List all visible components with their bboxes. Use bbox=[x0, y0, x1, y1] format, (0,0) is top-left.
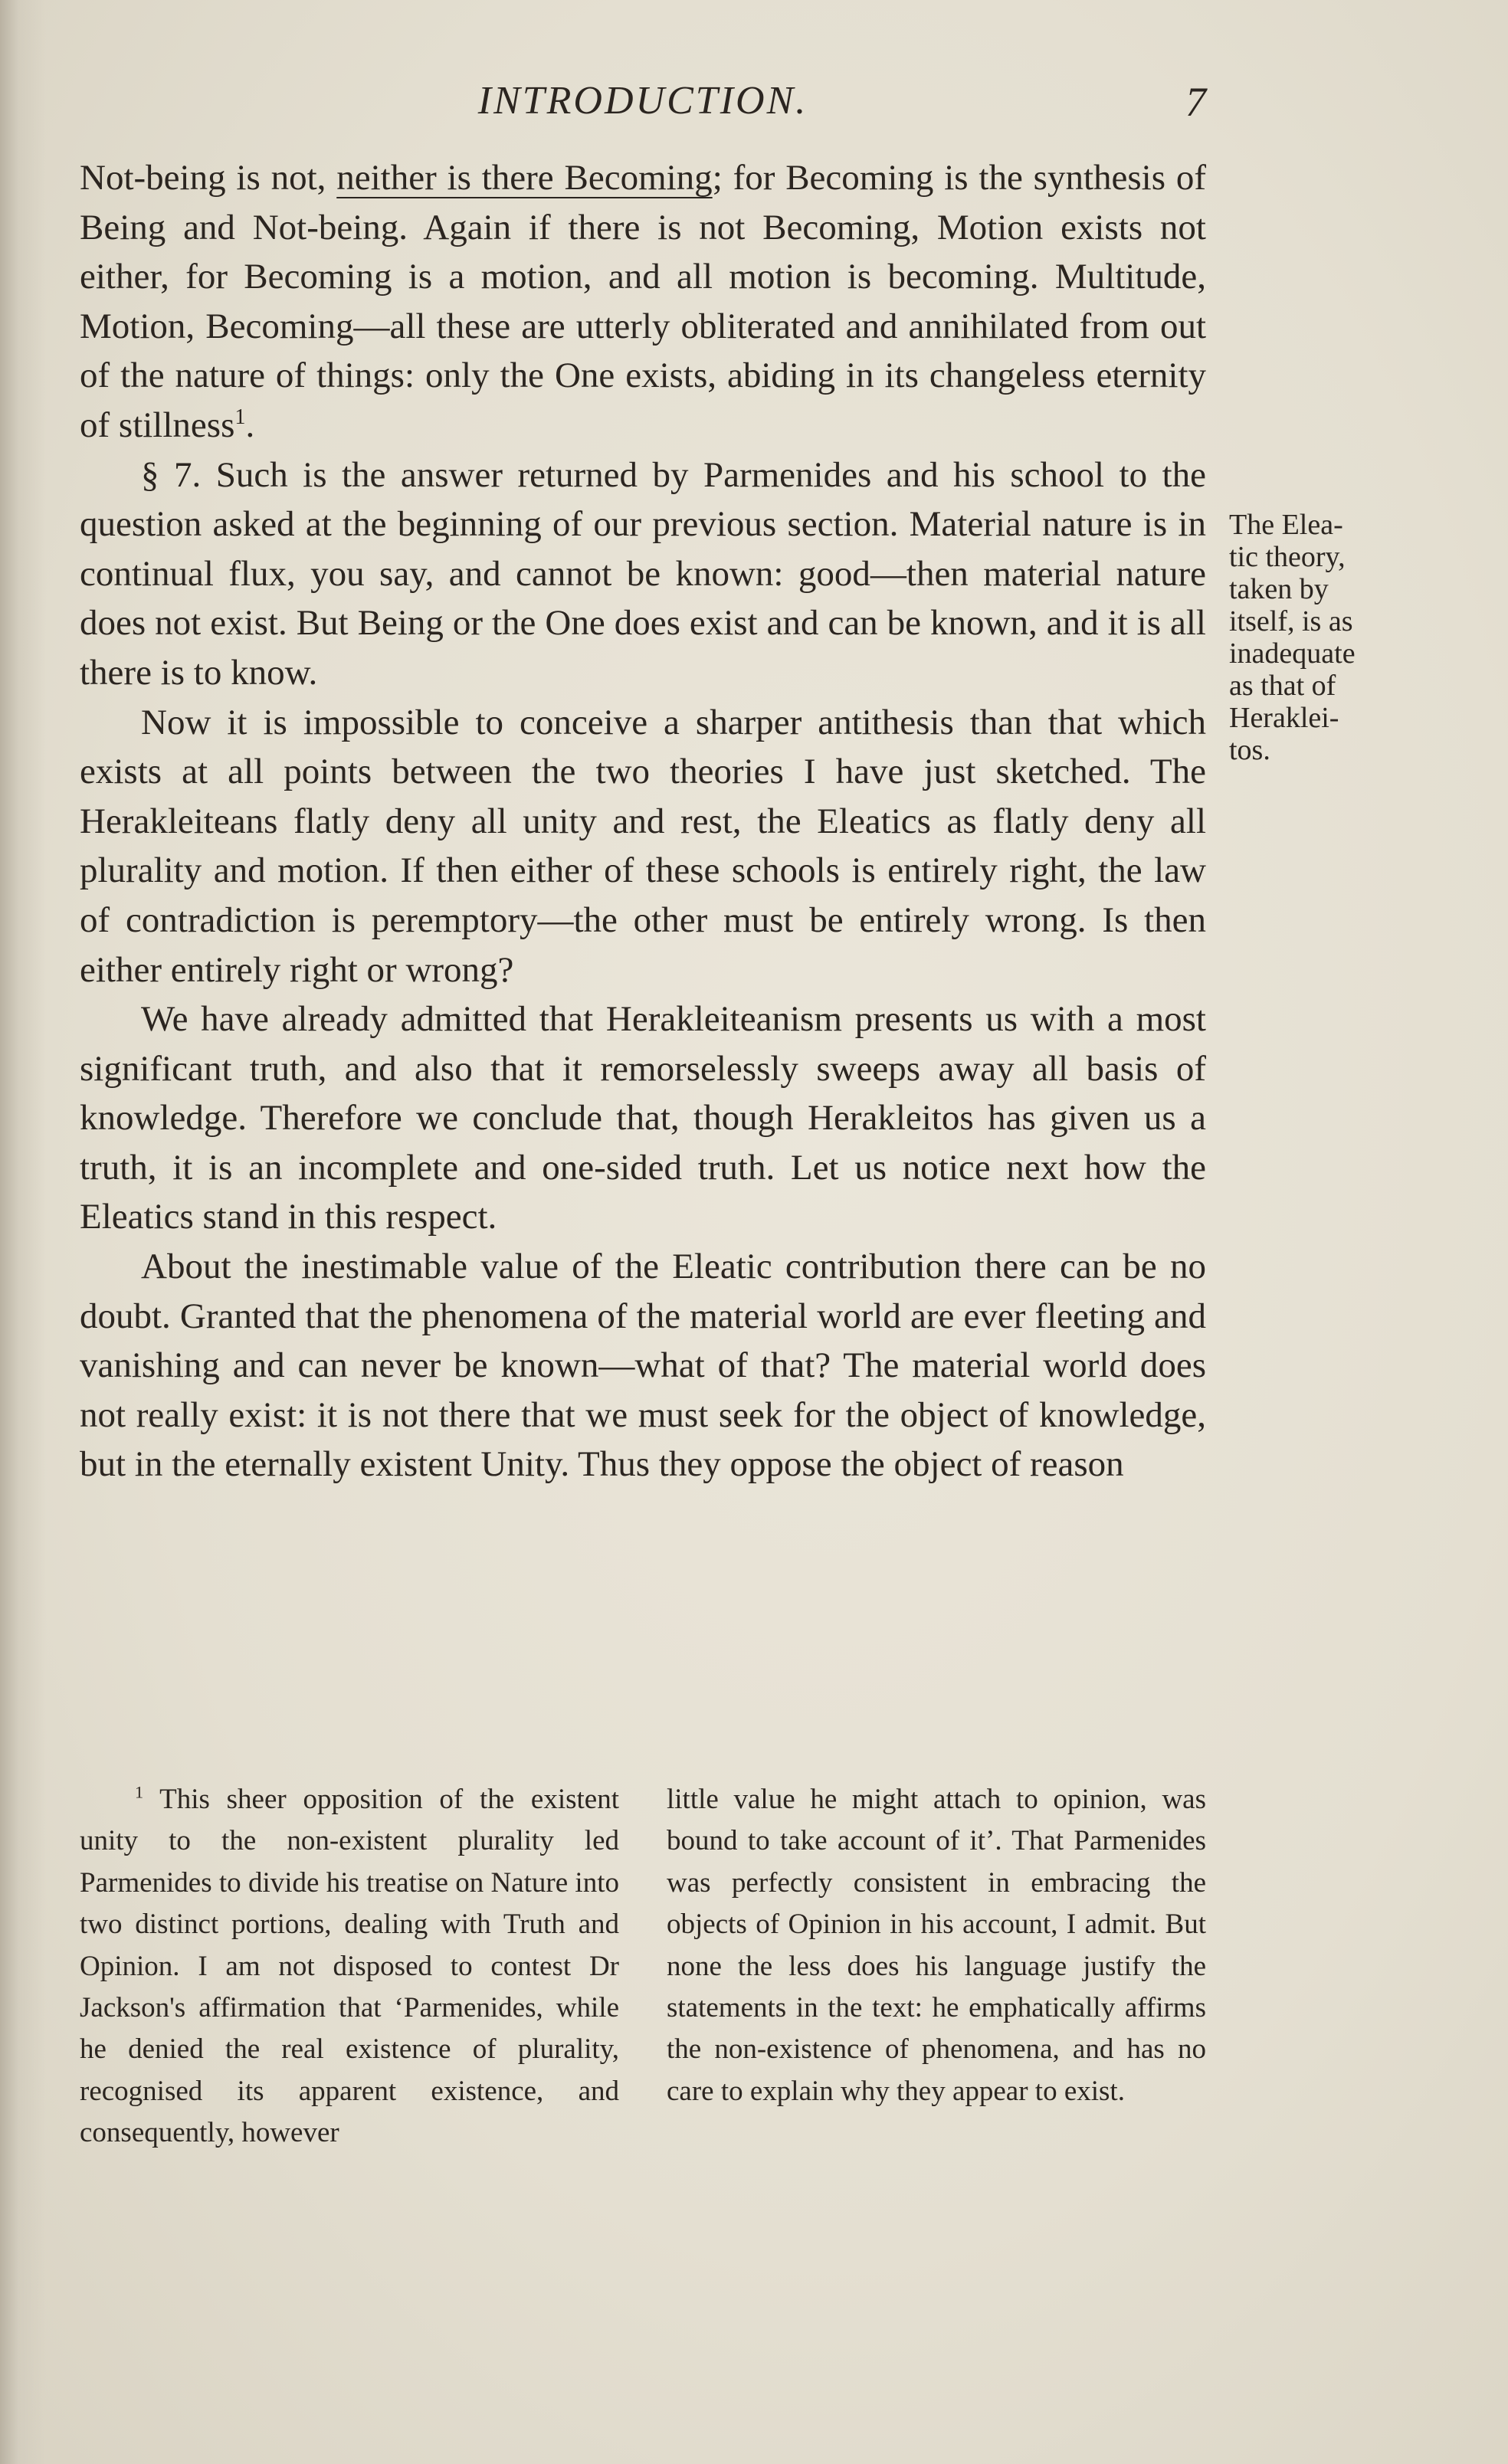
p1-underlined-phrase: neither is there Becoming bbox=[336, 158, 713, 198]
footnote-text-right: little value he might attach to opinion, was bound to take account of it’. That Parmenides was perfectly consistent in embracing the objects of Opinion in his account, I admit. But none the less does his language justify the statements in the text: he emphatically affirms the non-existence of phenomena, and has no care to explain why they appear to exist. bbox=[667, 1784, 1206, 2107]
margin-note-line: taken by bbox=[1229, 573, 1329, 605]
paragraph-3: Now it is impossible to conceive a sharper antithesis than that which exists at all points between the two theories I have just sketched. The Herakleiteans flatly deny all unity and rest, the Eleatics as flatly deny all plurality and motion. If then either of these schools is entirely right, the law of contradiction is peremptory—the other must be entirely wrong. Is then either entirely right or wrong? bbox=[80, 702, 1206, 990]
margin-note-line: as that of bbox=[1229, 670, 1336, 702]
paragraph-5: About the inestimable value of the Eleatic contribution there can be no doubt. Granted that the phenomena of the material world are ever fleeting and vanishing and can never be known—what of that? The material world does not really exist: it is not there that we must seek for the object of knowledge, but in the eternally existent Unity. Thus they oppose the object of reason bbox=[80, 1247, 1206, 1485]
margin-note-line: Heraklei- bbox=[1229, 702, 1339, 734]
p1-text-start: Not-being is not, bbox=[80, 158, 326, 198]
paragraph-4: We have already admitted that Herakleiteanism presents us with a most significant truth, and also that it remorselessly sweeps away all basis of knowledge. Therefore we conclude that, though Herakleitos has given us a truth, it is an incomplete and one-sided truth. Let us notice next how the Eleatics stand in this respect. bbox=[80, 999, 1206, 1237]
margin-note-line: itself, is as bbox=[1229, 605, 1353, 637]
running-title: INTRODUCTION. bbox=[477, 79, 808, 123]
footnote-reference: 1 bbox=[234, 405, 246, 430]
footnote-marker: 1 bbox=[135, 1782, 144, 1802]
page-number: 7 bbox=[1185, 79, 1206, 125]
p1-text-end: . bbox=[245, 405, 255, 445]
margin-note-line: inadequate bbox=[1229, 637, 1356, 670]
main-text bbox=[80, 153, 1206, 1489]
margin-note-line: tos. bbox=[1229, 734, 1270, 766]
page-header bbox=[80, 74, 1206, 135]
margin-note-line: tic theory, bbox=[1229, 541, 1346, 573]
paragraph-1 bbox=[80, 153, 1206, 451]
footnote-column-left bbox=[80, 1779, 619, 2154]
margin-note-line: The Elea- bbox=[1229, 509, 1343, 541]
footnote-left-body: This sheer opposition of the existent unity to the non-existent plurality led Parmenides to divide his treatise on Nature into two distinct portions, dealing with Truth and Opinion. I am not disposed to contest Dr Jackson's affirmation that ‘Parmenides, while he denied the real existence of plurality, recognised its apparent existence, and consequently, however bbox=[80, 1784, 619, 2149]
margin-note bbox=[1229, 509, 1398, 766]
paragraph-2: § 7. Such is the answer returned by Parmenides and his school to the question asked at the beginning of our previous section. Material nature is in continual flux, you say, and cannot be known: good—then material nature does not exist. But Being or the One does exist and can be known, and it is all there is to know. bbox=[80, 454, 1206, 693]
footnote-text-left bbox=[80, 1779, 619, 2154]
binding-gutter bbox=[0, 0, 46, 2464]
footnote-column-right bbox=[667, 1779, 1206, 2112]
p1-text-rest: ; for Becoming is the synthesis of Being and Not-being. Again if there is not Becoming, Motion exists not either, for Becoming is a motion, and all motion is becoming. Multitude, Motion, Becoming—all these are utterly obliterated and annihilated from out of the nature of things: only the One exists, abiding in its changeless eternity of stillness bbox=[80, 158, 1206, 445]
